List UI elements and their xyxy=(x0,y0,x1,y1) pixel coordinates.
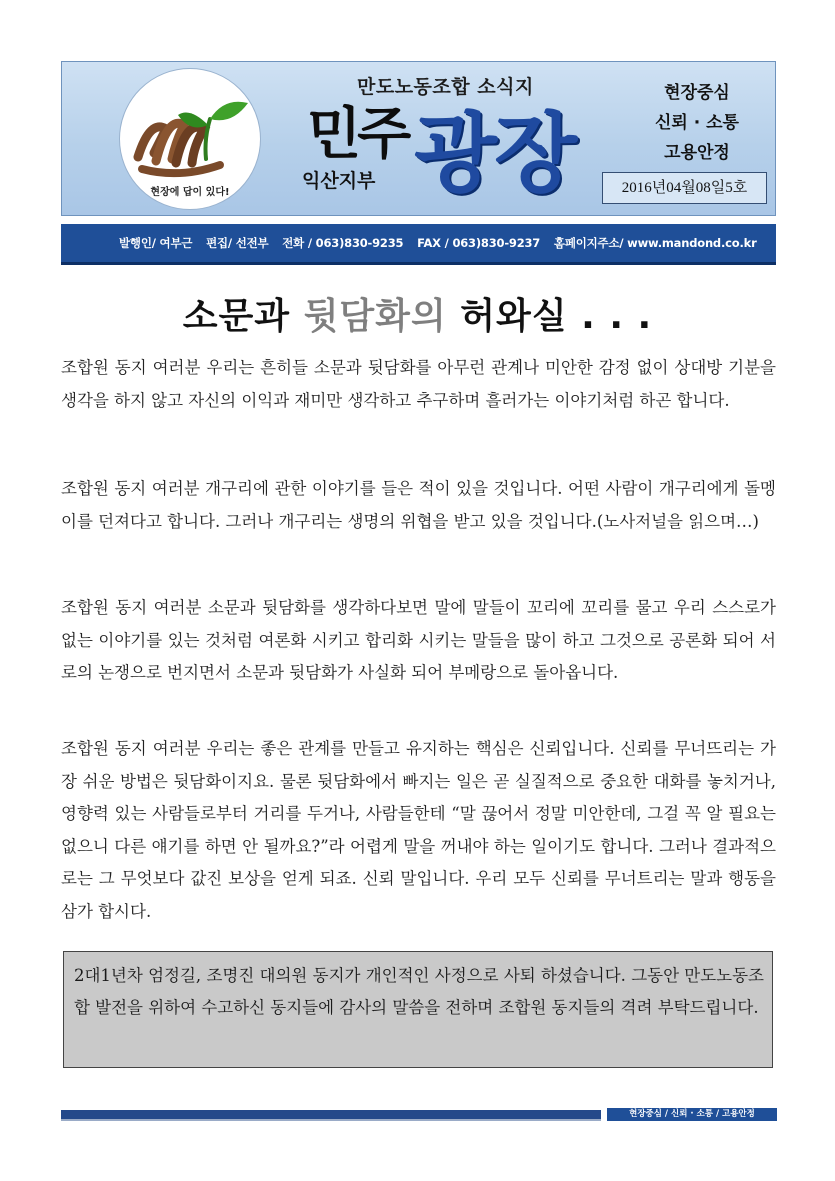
fax: FAX / 063)830-9237 xyxy=(417,236,541,250)
logo-tagline: 현장에 답이 있다! xyxy=(150,187,230,198)
footer-divider xyxy=(61,1110,601,1119)
paragraph-4: 조합원 동지 여러분 우리는 좋은 관계를 만들고 유지하는 핵심은 신뢰입니다. 신뢰를 무너뜨리는 가장 쉬운 방법은 뒷담화이지요. 물론 뒷담화에서 빠지는 일은 곧 실질적으로 중요한 대화를 놓치거나, 영향력 있는 사람들로부터 거리를 두거나, 사람들한테 “말 끊어서 정말 미안한데, 그걸 꼭 알 필요는 없으니 다른 얘기를 하면 안 될까요?”라 어렵게 말을 꺼내야 하는 일이기도 합니다. 그러나 결과적으로는 그 무엇보다 값진 보상을 얻게 되죠. 신뢰 말입니다. 우리 모두 신뢰를 무너트리는 말과 행동을 삼가 합시다. xyxy=(61,739,776,921)
branch-name: 익산지부 xyxy=(302,170,376,192)
paragraph-2: 조합원 동지 여러분 개구리에 관한 이야기를 들은 적이 있을 것입니다. 어떤 사람이 개구리에게 돌멩이를 던져다고 합니다. 그러나 개구리는 생명의 위협을 받고 있을 것입니다.(노사저널을 읽으며…) xyxy=(61,479,776,531)
slogan-line-1: 현장중심 xyxy=(664,83,730,103)
editor: 편집/ 선전부 xyxy=(206,236,269,250)
masthead-banner xyxy=(61,61,776,216)
issue-date: 2016년04월08일5호 xyxy=(602,172,767,204)
slogan-line-3: 고용안정 xyxy=(664,143,730,163)
headline-part-2: 뒷담화의 xyxy=(303,296,447,337)
paragraph-3: 조합원 동지 여러분 소문과 뒷담화를 생각하다보면 말에 말들이 꼬리에 꼬리를 물고 우리 스스로가 없는 이야기를 있는 것처럼 여론화 시키고 합리화 시키는 말들을 많이 하고 그것으로 공론화 되어 서로의 논쟁으로 번지면서 소문과 뒷담화가 사실화 되어 부메랑으로 돌아옵니다. xyxy=(61,598,776,682)
union-logo xyxy=(119,68,261,210)
headline-part-3: 허와실 . . . xyxy=(460,296,653,337)
paragraph-1: 조합원 동지 여러분 우리는 흔히들 소문과 뒷담화를 아무런 관계나 미안한 감정 없이 상대방 기분을 생각을 하지 않고 자신의 이익과 재미만 생각하고 추구하며 흘러가는 이야기처럼 하곤 합니다. xyxy=(61,358,776,410)
phone: 전화 / 063)830-9235 xyxy=(282,236,404,250)
slogan-line-2: 신뢰 · 소통 xyxy=(655,113,739,133)
resignation-notice: 2대1년차 엄정길, 조명진 대의원 동지가 개인적인 사정으로 사퇴 하셨습니다. 그동안 만도노동조합 발전을 위하여 수고하신 동지들에 감사의 말씀을 전하며 조합원 동지들의 격려 부탁드립니다. xyxy=(63,951,773,1068)
newsletter-title-right: 광장 xyxy=(414,104,575,204)
publisher-info-bar xyxy=(61,224,776,265)
newsletter-title-left: 민주 xyxy=(307,102,408,167)
headline-part-1: 소문과 xyxy=(182,296,291,337)
publisher: 발행인/ 여부근 xyxy=(119,236,193,250)
newsletter-subtitle: 만도노동조합 소식지 xyxy=(357,76,534,98)
homepage-link[interactable]: 홈페이지주소/ www.mandond.co.kr xyxy=(553,236,757,250)
article-headline xyxy=(0,288,835,339)
footer-slogan: 현장중심 / 신뢰 · 소통 / 고용안정 xyxy=(607,1108,777,1121)
